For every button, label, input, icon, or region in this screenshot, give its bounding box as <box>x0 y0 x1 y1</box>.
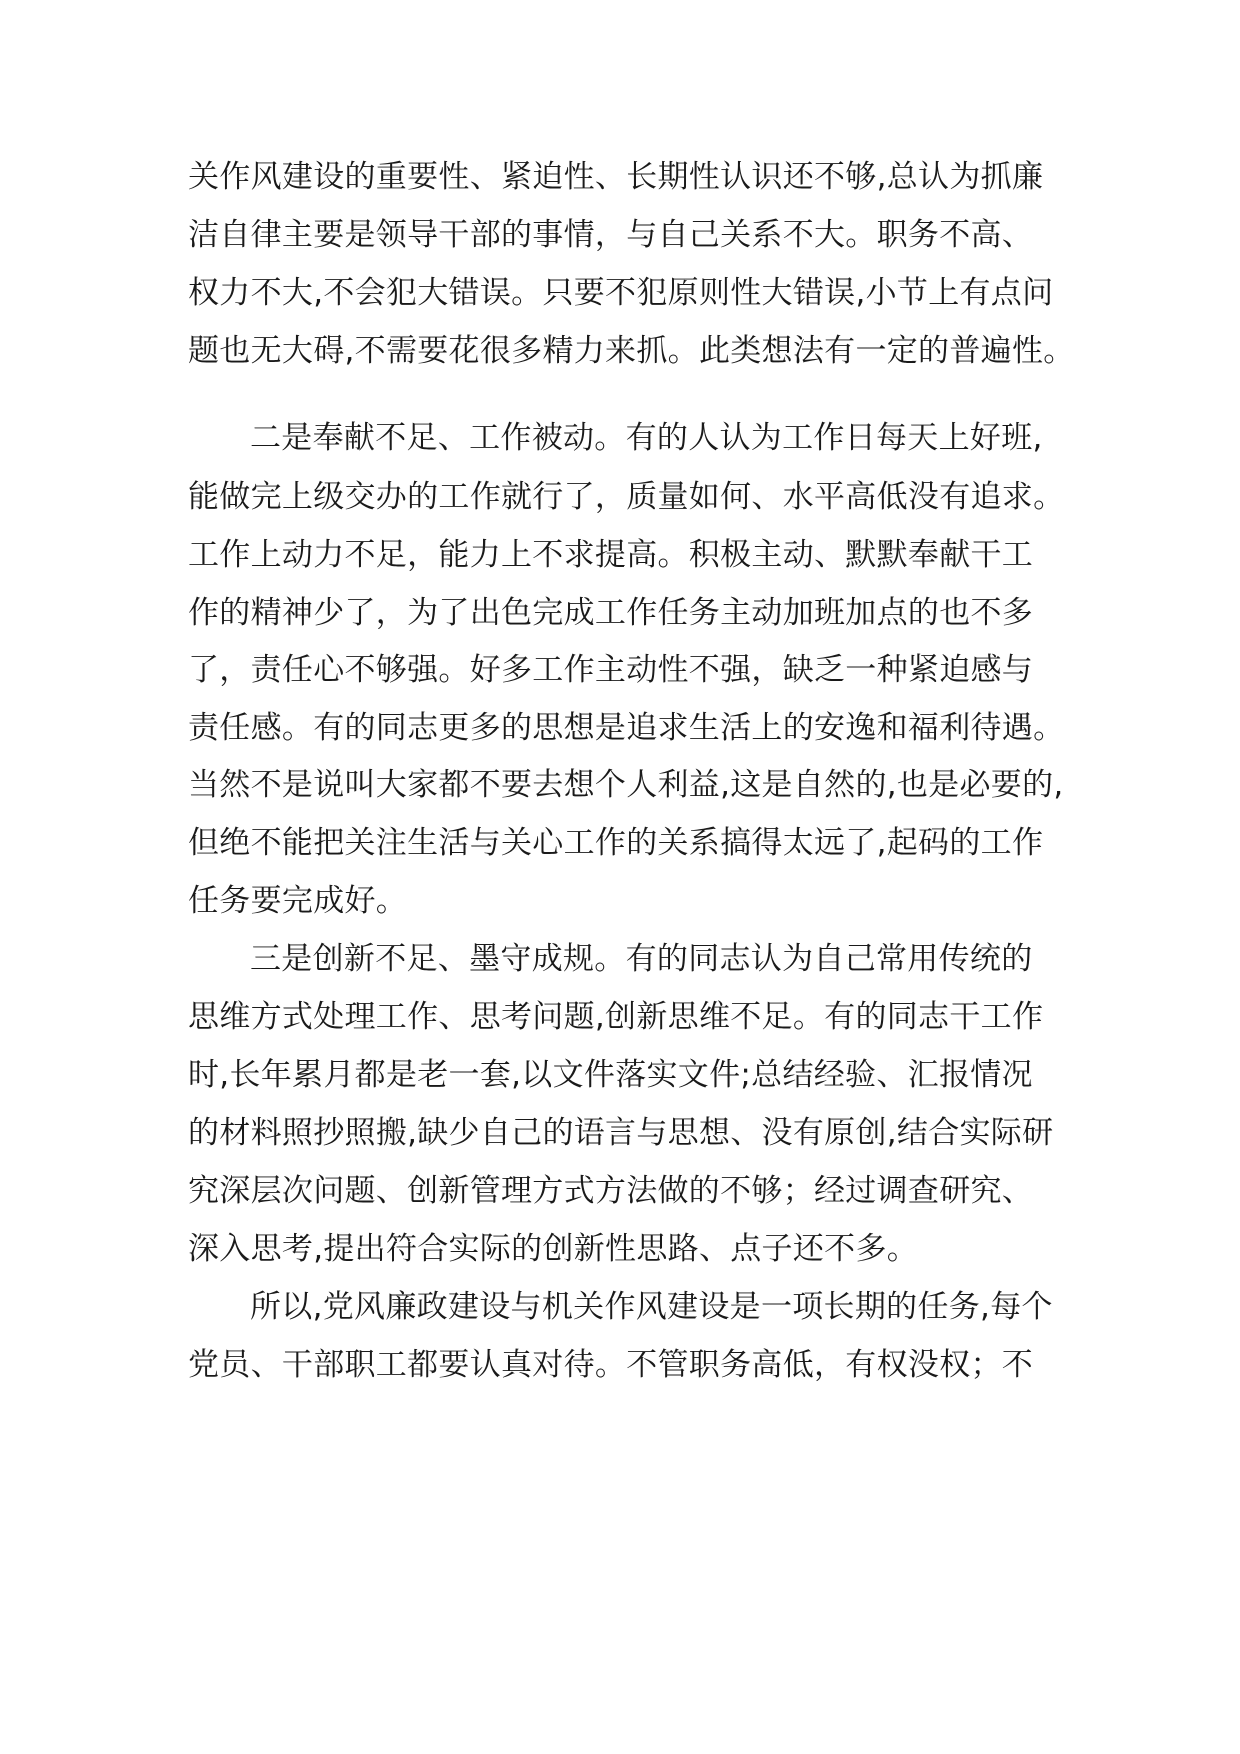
text-line: 究深层次问题、创新管理方式方法做的不够；经过调查研究、 <box>188 1173 1034 1209</box>
text-line: 当然不是说叫大家都不要去想个人利益,这是自然的,也是必要的, <box>188 767 1064 803</box>
text-line: 工作上动力不足，能力上不求提高。积极主动、默默奉献干工 <box>188 537 1034 573</box>
paragraph-start-line: 所以,党风廉政建设与机关作风建设是一项长期的任务,每个 <box>250 1289 1053 1325</box>
text-line: 时,长年累月都是老一套,以文件落实文件;总结经验、汇报情况 <box>188 1057 1033 1093</box>
text-line: 思维方式处理工作、思考问题,创新思维不足。有的同志干工作 <box>188 999 1044 1035</box>
paragraph-start-line: 二是奉献不足、工作被动。有的人认为工作日每天上好班, <box>250 420 1043 456</box>
text-line: 党员、干部职工都要认真对待。不管职务高低，有权没权；不 <box>188 1347 1034 1383</box>
text-line: 任务要完成好。 <box>188 883 408 919</box>
text-line: 权力不大,不会犯大错误。只要不犯原则性大错误,小节上有点问 <box>188 275 1054 311</box>
text-line: 责任感。有的同志更多的思想是追求生活上的安逸和福利待遇。 <box>188 710 1065 746</box>
text-line: 能做完上级交办的工作就行了，质量如何、水平高低没有追求。 <box>188 479 1065 515</box>
text-line: 了，责任心不够强。好多工作主动性不强，缺乏一种紧迫感与 <box>188 652 1034 688</box>
text-line: 关作风建设的重要性、紧迫性、长期性认识还不够,总认为抓廉 <box>188 159 1044 195</box>
text-line: 但绝不能把关注生活与关心工作的关系搞得太远了,起码的工作 <box>188 825 1044 861</box>
text-line: 的材料照抄照搬,缺少自己的语言与思想、没有原创,结合实际研 <box>188 1115 1054 1151</box>
text-line: 洁自律主要是领导干部的事情，与自己关系不大。职务不高、 <box>188 217 1034 253</box>
text-line: 题也无大碍,不需要花很多精力来抓。此类想法有一定的普遍性。 <box>188 333 1075 369</box>
paragraph-start-line: 三是创新不足、墨守成规。有的同志认为自己常用传统的 <box>250 941 1033 977</box>
text-line: 深入思考,提出符合实际的创新性思路、点子还不多。 <box>188 1231 919 1267</box>
text-line: 作的精神少了，为了出色完成工作任务主动加班加点的也不多 <box>188 595 1034 631</box>
